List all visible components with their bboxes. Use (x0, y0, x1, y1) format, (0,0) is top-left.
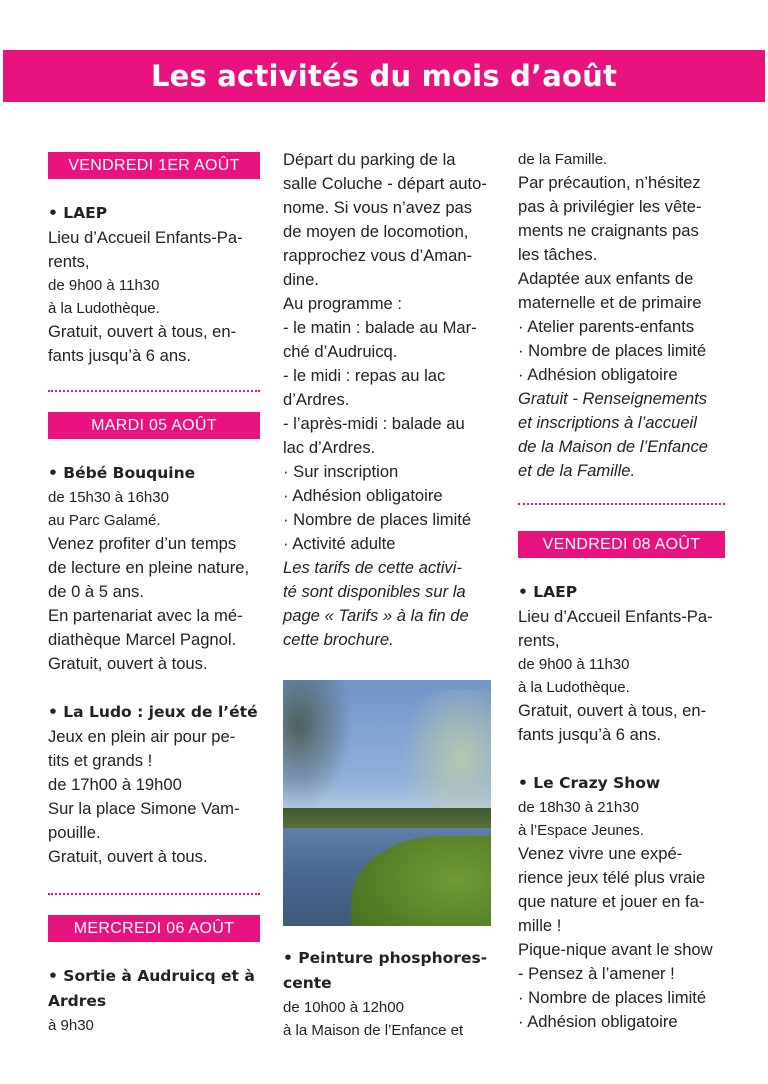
italic-line: té sont disponibles sur la (283, 582, 466, 601)
text-line: d’Ardres. (283, 390, 350, 409)
day-header-mercredi-06: MERCREDI 06 AOÛT (48, 915, 260, 942)
event-text: rents, (48, 252, 90, 271)
event-text: Lieu d’Accueil Enfants-Pa- (518, 607, 713, 626)
event-text: rience jeux télé plus vraie (518, 868, 706, 887)
text-line: · Atelier parents-enfants (518, 317, 695, 336)
event-time: de 15h30 à 16h30 (48, 489, 169, 506)
text-line: - l’après-midi : balade au (283, 414, 465, 433)
day-header-vendredi-1: VENDREDI 1ER AOÛT (48, 152, 260, 179)
text-line: · Sur inscription (283, 462, 399, 481)
text-line: Par précaution, n’hésitez (518, 173, 701, 192)
event-text: En partenariat avec la mé- (48, 606, 243, 625)
event-text: - Pensez à l’amener ! (518, 964, 675, 983)
event-text: fants jusqu’à 6 ans. (48, 346, 191, 365)
text-line: · Adhésion obligatoire (518, 365, 678, 384)
event-text: Venez vivre une expé- (518, 844, 683, 863)
event-text: Jeux en plein air pour pe- (48, 727, 236, 746)
event-title-laep: • LAEP (48, 204, 108, 222)
event-text: de 0 à 5 ans. (48, 582, 144, 601)
event-time: à 9h30 (48, 1017, 94, 1034)
text-line: Adaptée aux enfants de (518, 269, 694, 288)
event-time: de 9h00 à 11h30 (518, 656, 630, 673)
event-place: à la Maison de l’Enfance et (283, 1022, 464, 1039)
event-text: · Nombre de places limité (518, 988, 707, 1007)
column-2 (283, 148, 491, 1042)
event-place: à la Ludothèque. (518, 679, 630, 696)
event-text: Gratuit, ouvert à tous, en- (518, 701, 707, 720)
event-title-peinture-cont: cente (283, 974, 332, 992)
italic-line: page « Tarifs » à la fin de (283, 606, 469, 625)
event-time: de 10h00 à 12h00 (283, 999, 404, 1016)
photo-treeline (283, 808, 491, 828)
text-line: - le matin : balade au Mar- (283, 318, 477, 337)
text-line: · Adhésion obligatoire (283, 486, 443, 505)
italic-line: de la Maison de l’Enfance (518, 437, 709, 456)
event-text: Venez profiter d’un temps (48, 534, 237, 553)
event-text: Gratuit, ouvert à tous, en- (48, 322, 237, 341)
text-line: · Nombre de places limité (518, 341, 707, 360)
event-title-sortie-cont: Ardres (48, 992, 107, 1010)
lake-photo (283, 680, 491, 926)
event-text: fants jusqu’à 6 ans. (518, 725, 661, 744)
column-3 (518, 148, 725, 1034)
event-title-crazy-show: • Le Crazy Show (518, 774, 661, 792)
event-title-bebe-bouquine: • Bébé Bouquine (48, 464, 196, 482)
event-text: que nature et jouer en fa- (518, 892, 705, 911)
event-text: Sur la place Simone Vam- (48, 799, 240, 818)
event-text: de lecture en pleine nature, (48, 558, 250, 577)
text-line: maternelle et de primaire (518, 293, 702, 312)
text-line: Départ du parking de la (283, 150, 456, 169)
text-line: Au programme : (283, 294, 402, 313)
event-place: au Parc Galamé. (48, 512, 161, 529)
text-line: ché d’Audruicq. (283, 342, 398, 361)
column-1 (48, 148, 260, 1037)
page-title: Les activités du mois d’août (3, 50, 765, 102)
italic-line: et inscriptions à l’accueil (518, 413, 697, 432)
text-line: nome. Si vous n’avez pas (283, 198, 473, 217)
event-title-la-ludo: • La Ludo : jeux de l’été (48, 703, 258, 721)
event-text: Gratuit, ouvert à tous. (48, 847, 208, 866)
event-place: à l’Espace Jeunes. (518, 822, 644, 839)
text-line: · Activité adulte (283, 534, 396, 553)
event-time: de 17h00 à 19h00 (48, 775, 182, 794)
italic-line: et de la Famille. (518, 461, 636, 480)
event-text: · Adhésion obligatoire (518, 1012, 678, 1031)
event-time: de 9h00 à 11h30 (48, 277, 160, 294)
event-title-sortie: • Sortie à Audruicq et à (48, 967, 255, 985)
event-text: Gratuit, ouvert à tous. (48, 654, 208, 673)
event-text: pouille. (48, 823, 101, 842)
text-line: ments ne craignants pas (518, 221, 699, 240)
text-line: lac d’Ardres. (283, 438, 376, 457)
event-place: à la Ludothèque. (48, 300, 160, 317)
event-title-laep: • LAEP (518, 583, 578, 601)
text-line: dine. (283, 270, 319, 289)
event-text: Lieu d’Accueil Enfants-Pa- (48, 228, 243, 247)
event-title-peinture: • Peinture phosphores- (283, 949, 488, 967)
day-header-vendredi-08: VENDREDI 08 AOÛT (518, 531, 725, 558)
event-text: mille ! (518, 916, 562, 935)
text-line: - le midi : repas au lac (283, 366, 446, 385)
event-text: rents, (518, 631, 560, 650)
text-line: rapprochez vous d’Aman- (283, 246, 473, 265)
text-line: salle Coluche - départ auto- (283, 174, 487, 193)
text-line: pas à privilégier les vête- (518, 197, 702, 216)
italic-line: Gratuit - Renseignements (518, 389, 708, 408)
day-header-mardi-05: MARDI 05 AOÛT (48, 412, 260, 439)
event-text: tits et grands ! (48, 751, 153, 770)
event-time: de 18h30 à 21h30 (518, 799, 639, 816)
italic-line: Les tarifs de cette activi- (283, 558, 462, 577)
text-line: · Nombre de places limité (283, 510, 472, 529)
event-text: Pique-nique avant le show (518, 940, 713, 959)
text-line: les tâches. (518, 245, 598, 264)
text-line: de moyen de locomotion, (283, 222, 469, 241)
text-line: de la Famille. (518, 151, 608, 168)
italic-line: cette brochure. (283, 630, 394, 649)
event-text: diathèque Marcel Pagnol. (48, 630, 237, 649)
photo-tree-left (283, 680, 353, 810)
